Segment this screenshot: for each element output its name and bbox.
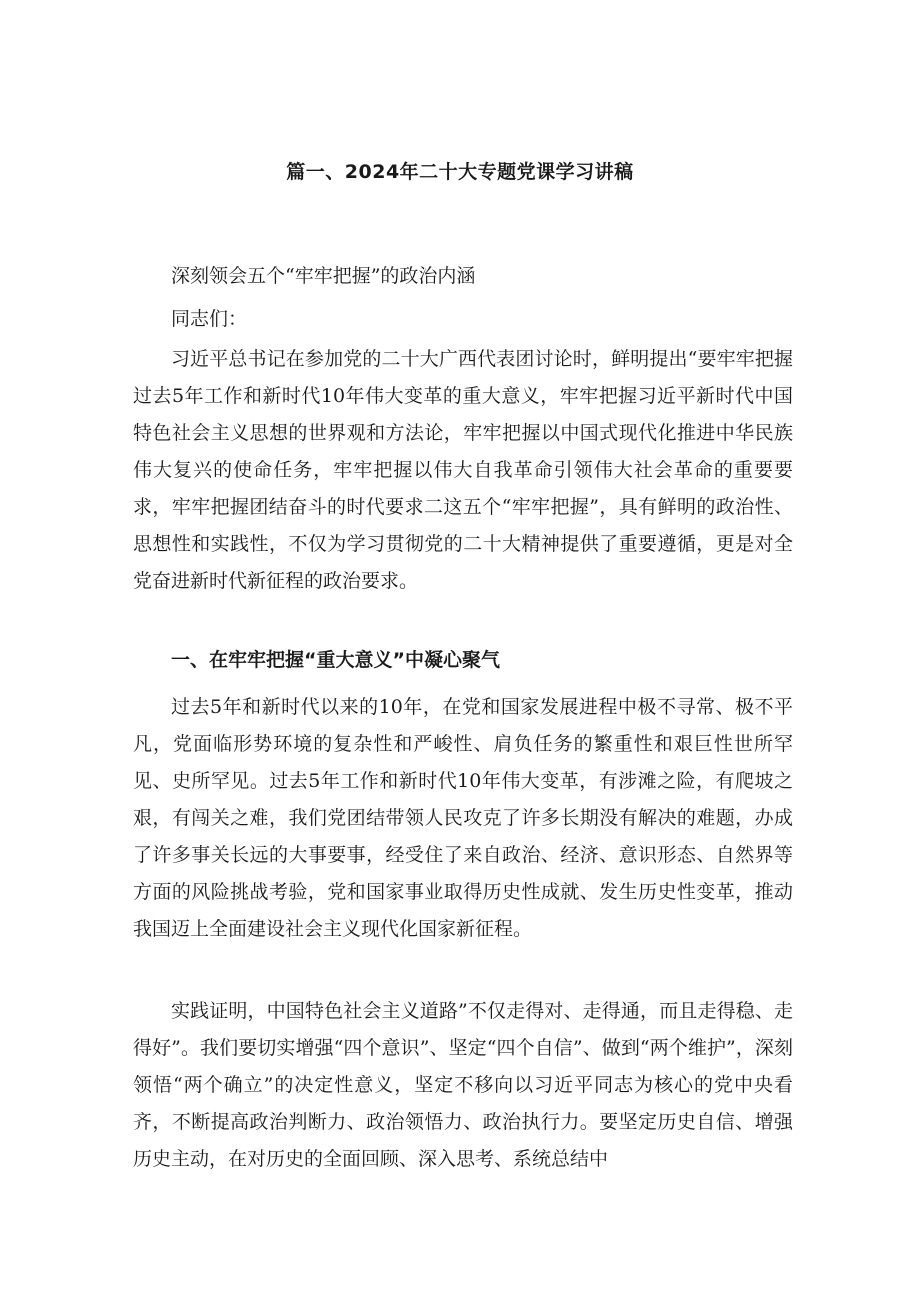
- section-heading-1: 一、在牢牢把握“重大意义”中凝心聚气: [171, 649, 500, 671]
- document-title: 篇一、2024年二十大专题党课学习讲稿: [286, 161, 634, 183]
- salutation: 同志们：: [171, 308, 248, 330]
- document-subtitle: 深刻领会五个“牢牢把握”的政治内涵: [171, 265, 476, 287]
- paragraph-practice: 实践证明，中国特色社会主义道路”不仅走得对、走得通，而且走得稳、走得好”。我们要切实增强“四个意识”、坚定“四个自信”、做到“两个维护”，深刻领悟“两个确立”的决定性意义，坚定不移向以习近平同志为核心的党中央看齐，不断提高政治判断力、政治领悟力、政治执行力。要坚定历史自信、增强历史主动，在对历史的全面回顾、深入思考、系统总结中: [133, 1000, 793, 1170]
- paragraph-section-1: 过去5年和新时代以来的10年，在党和国家发展进程中极不寻常、极不平凡，党面临形势环境的复杂性和严峻性、肩负任务的繁重性和艰巨性世所罕见、史所罕见。过去5年工作和新时代10年伟大变革，有涉滩之险，有爬坡之艰，有闯关之难，我们党团结带领人民攻克了许多长期没有解决的难题，办成了许多事关长远的大事要事，经受住了来自政治、经济、意识形态、自然界等方面的风险挑战考验，党和国家事业取得历史性成就、发生历史性变革，推动我国迈上全面建设社会主义现代化国家新征程。: [133, 696, 793, 940]
- paragraph-intro: 习近平总书记在参加党的二十大广西代表团讨论时，鲜明提出“要牢牢把握过去5年工作和新时代10年伟大变革的重大意义，牢牢把握习近平新时代中国特色社会主义思想的世界观和方法论，牢牢把握以中国式现代化推进中华民族伟大复兴的使命任务，牢牢把握以伟大自我革命引领伟大社会革命的重要要求，牢牢把握团结奋斗的时代要求二这五个“牢牢把握”，具有鲜明的政治性、思想性和实践性，不仅为学习贯彻党的二十大精神提供了重要遵循，更是对全党奋进新时代新征程的政治要求。: [133, 348, 793, 592]
